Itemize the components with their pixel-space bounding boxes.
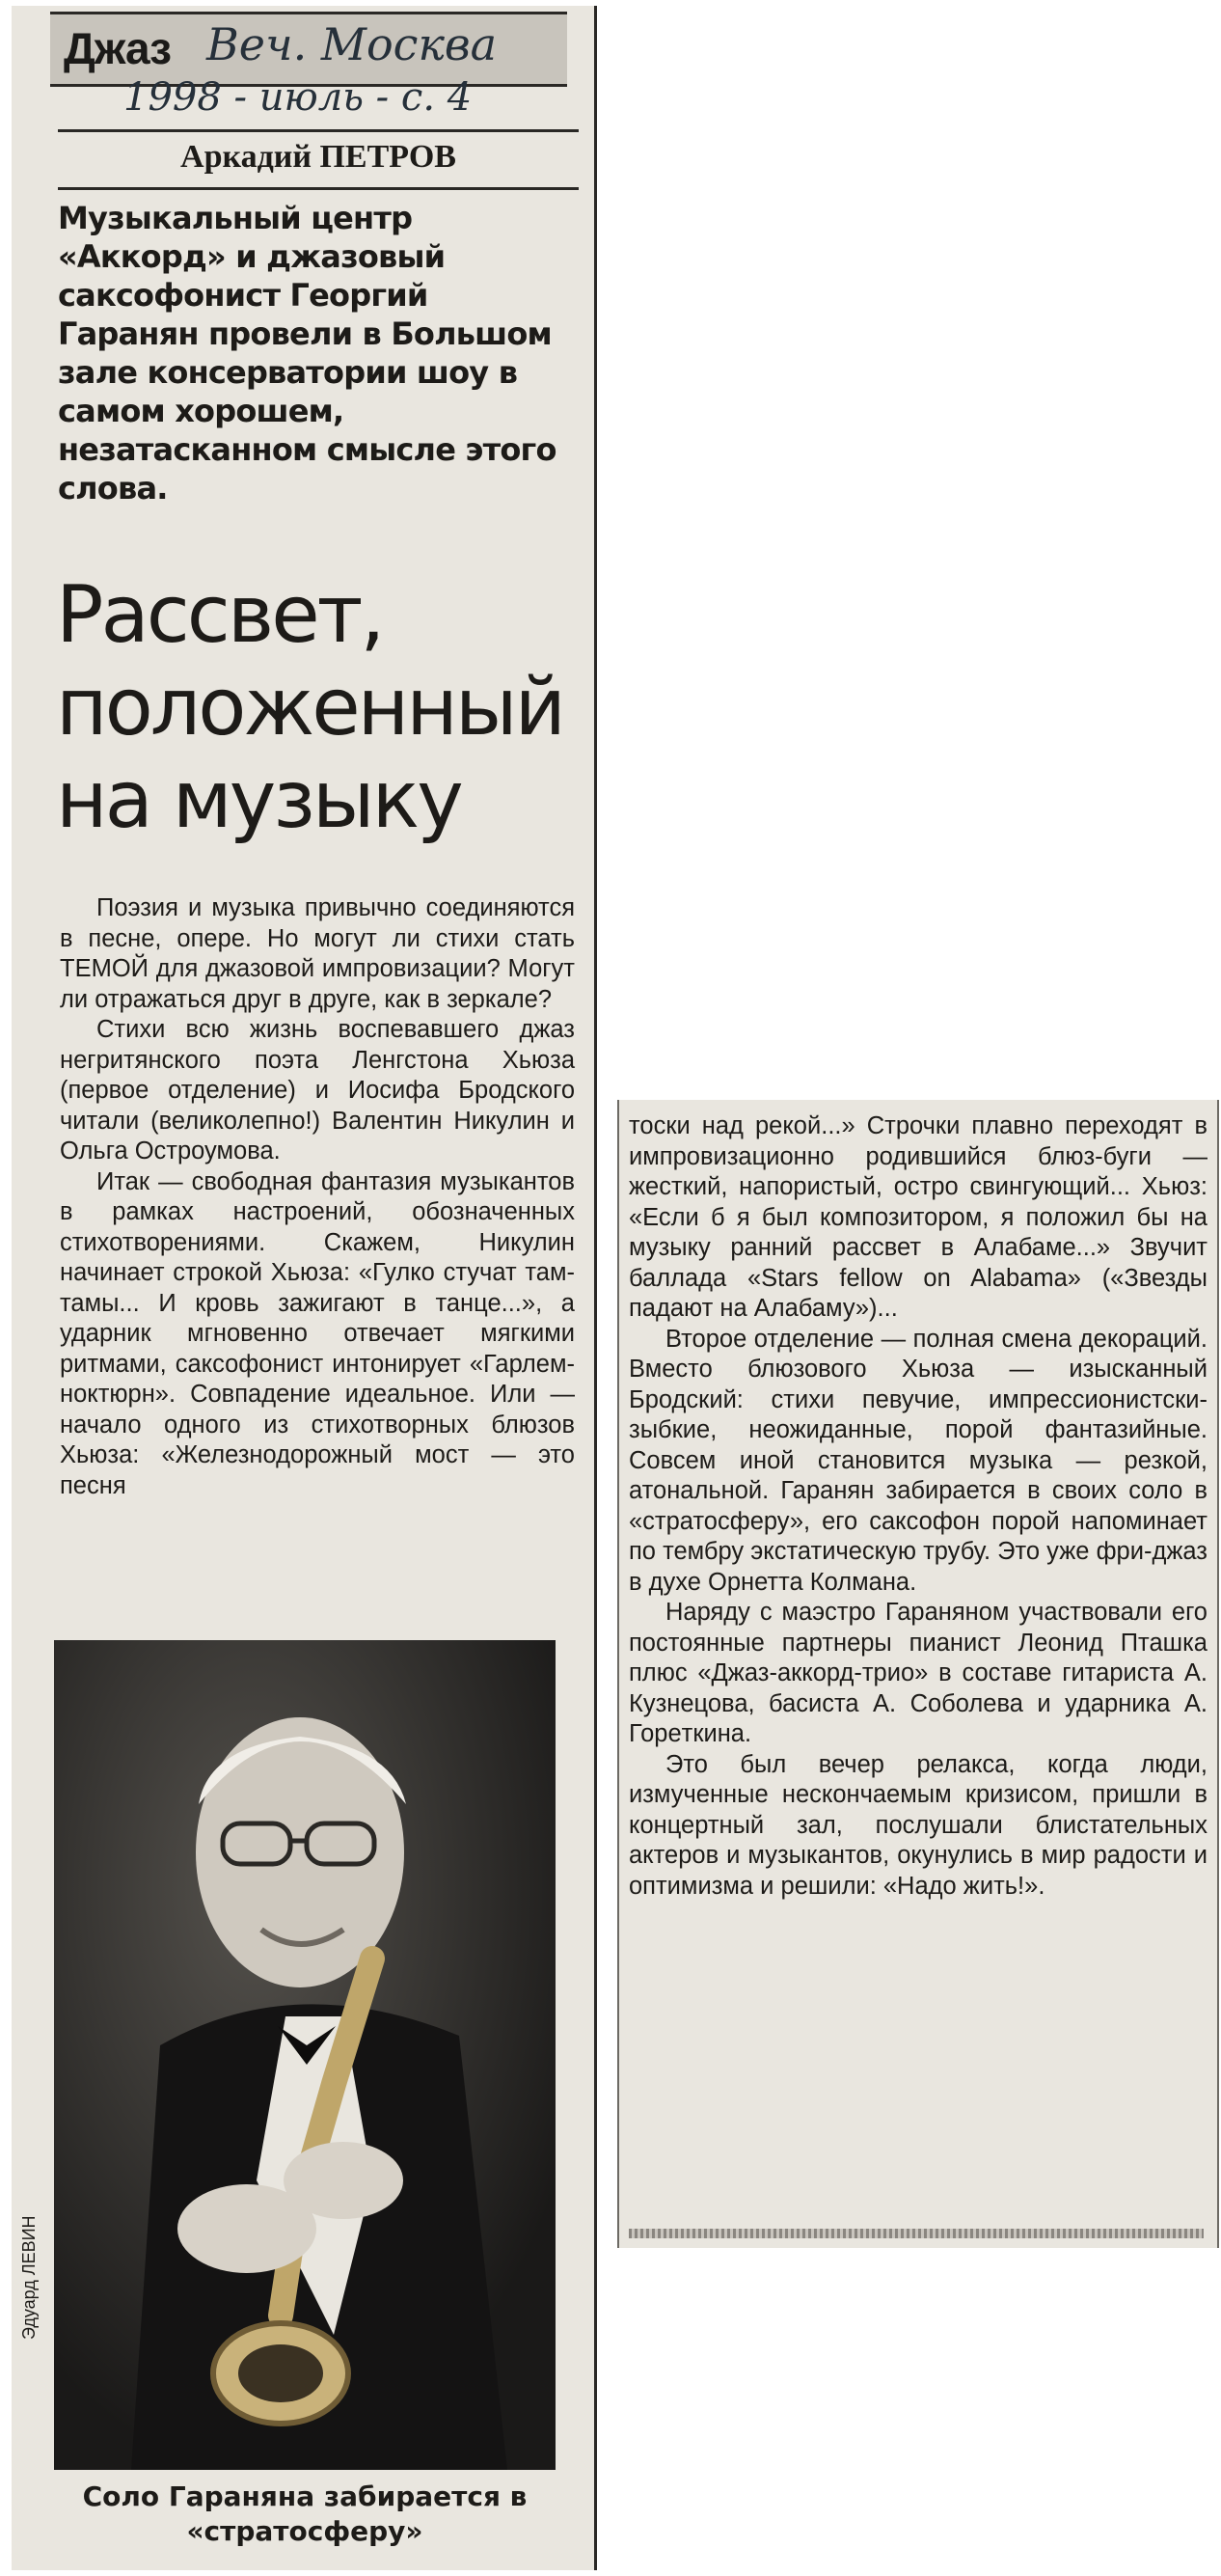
- body-column-2: [629, 1111, 1207, 1902]
- paragraph: Итак — свободная фантазия музыкантов в рамках настроений, обозначенных стихотворениями. Скажем, Никулин начинает строкой Хьюза: «Гулко стучат там-тамы... И кровь зажигают в танце...», а ударник мгновенно отвечает мягкими ритмами, саксофонист интонирует «Гарлем-ноктюрн». Совпадение идеальное. Или — начало одного из стихотворных блюзов Хьюза: «Железнодорожный мост — это песня: [60, 1167, 575, 1499]
- top-rule: [58, 129, 579, 132]
- paragraph: Стихи всю жизнь воспевавшего джаз негритянского поэта Ленгстона Хьюза (первое отделение) и Иосифа Бродского читали (великолепно!) Валентин Никулин и Ольга Остроумова.: [60, 1016, 575, 1165]
- lead-paragraph: Музыкальный центр «Аккорд» и джазовый саксофонист Георгий Гаранян провели в Большом зале консерватории шоу в самом хорошем, незатасканном смысле этого слова.: [58, 200, 556, 507]
- paragraph: Это был вечер релакса, когда люди, измученные нескончаемым кризисом, пришли в концертный зал, послушали блистательных актеров и музыкантов, окунулись в мир радости и оптимизма и решили: «Надо жить!».: [629, 1750, 1207, 1900]
- paragraph: Наряду с маэстро Гараняном участвовали его постоянные партнеры пианист Леонид Пташка плюс «Джаз-аккорд-трио» в составе гитариста А. Кузнецова, басиста А. Соболева и ударника А. Горeткина.: [629, 1599, 1207, 1747]
- author-byline: Аркадий ПЕТРОВ: [180, 139, 456, 175]
- rubric-label: Джаз: [64, 23, 171, 73]
- saxophonist-illustration: [54, 1640, 556, 2470]
- clipping-bottom-edge: [629, 2229, 1204, 2238]
- photo-caption: Соло Гараняна забирается в «стратосферу»: [82, 2480, 528, 2547]
- saxophonist-photo: [54, 1640, 556, 2470]
- article-headline: Рассвет, положенный на музыку: [56, 569, 563, 846]
- body-column-1: [60, 893, 575, 1501]
- handwritten-source-note: Веч. Москва: [206, 18, 498, 70]
- paragraph: тоски над рекой...» Строчки плавно переходят в импровизационно родившийся блюз-буги — жесткий, напористый, остро свингующий... Хьюз: «Если б я был композитором, я положил бы на музыку ранний рассвет в Алабаме...» Звучит баллада «Stars fellow on Alabama» («Звезды падают на Алабаму»)...: [629, 1112, 1207, 1322]
- byline-rule: [58, 187, 579, 190]
- handwritten-date-note: 1998 - июль - с. 4: [123, 75, 473, 120]
- paragraph: Поэзия и музыка привычно соединяются в песне, опере. Но могут ли стихи стать ТЕМОЙ для джазовой импровизации? Могут ли отражаться друг в друге, как в зеркале?: [60, 894, 575, 1013]
- photo-credit: [19, 2311, 40, 2340]
- paragraph: Второе отделение — полная смена декораций. Вместо блюзового Хьюза — изысканный Бродский: стихи певучие, импрессионистски-зыбкие, неожиданные, порой фантазийные. Совсем иной становится музыка — резкой, атональной. Гаранян забирается в своих соло в «стратосферу», его саксофон порой напоминает по тембру экстатическую трубу. Это уже фри-джаз в духе Орнетта Колмана.: [629, 1325, 1207, 1596]
